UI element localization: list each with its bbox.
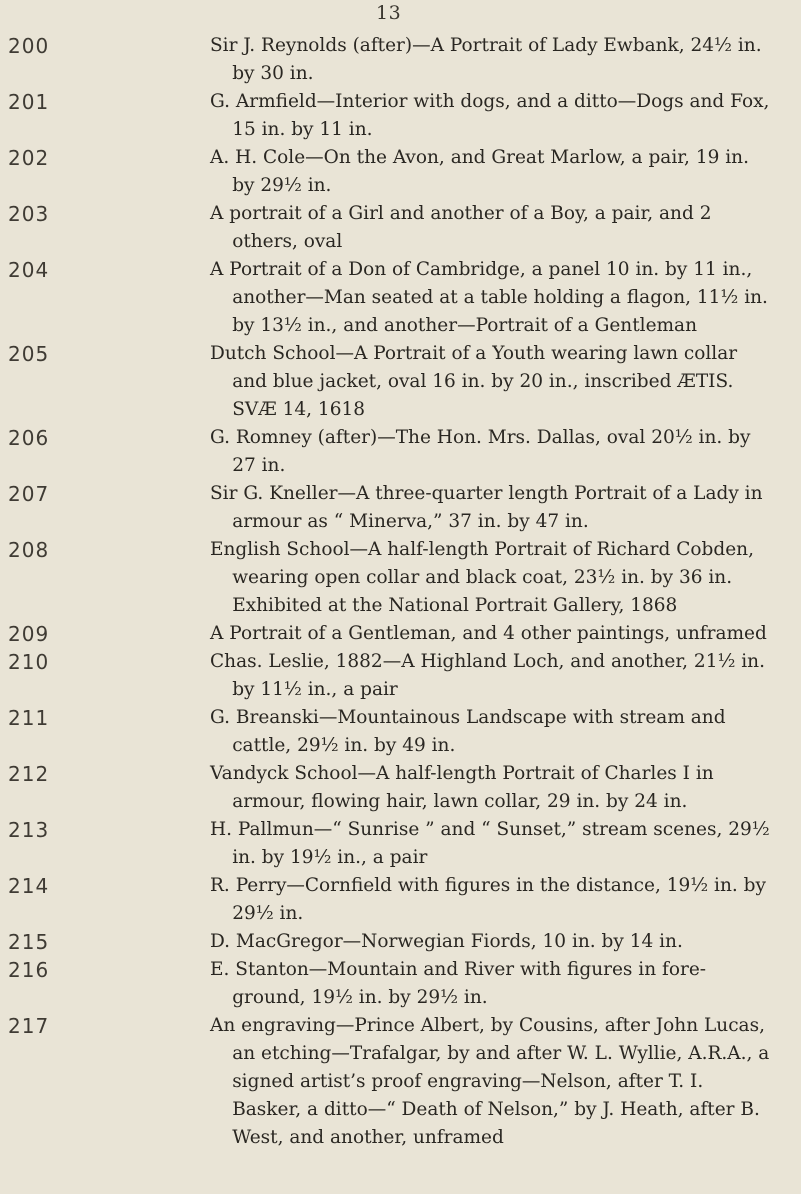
lot-description: Vandyck School—A half-length Portrait of Charles I in armour, flowing hair, lawn collar, 29 in. by 24 in. (210, 763, 714, 812)
lot-entry (0, 928, 801, 956)
lot-entry (0, 144, 801, 200)
lot-number: 203 (8, 202, 50, 226)
lot-description: Sir J. Reynolds (after)—A Portrait of Lady Ewbank, 24½ in. by 30 in. (210, 35, 762, 84)
lot-description: D. MacGregor—Norwegian Fiords, 10 in. by 14 in. (210, 931, 683, 952)
lot-entry (0, 256, 801, 340)
lot-description: English School—A half-length Portrait of Richard Cobden, wearing open collar and black coat, 23½ in. by 36 in. Exhibited at the National Portrait Gallery, 1868 (210, 539, 754, 616)
lot-number: 204 (8, 258, 50, 282)
lot-description: An engraving—Prince Albert, by Cousins, after John Lucas, an etching—Trafalgar, by and after W. L. Wyllie, A.R.A., a signed artist’s proof engraving—Nelson, after T. I. Basker, a ditto—“ Death of Nelson,” by J. Heath, after B. West, and another, unframed (210, 1015, 770, 1148)
lot-number: 201 (8, 90, 50, 114)
lot-entry (0, 648, 801, 704)
lot-description: G. Romney (after)—The Hon. Mrs. Dallas, oval 20½ in. by 27 in. (210, 427, 751, 476)
lot-entry (0, 32, 801, 88)
lot-number: 208 (8, 538, 50, 562)
lot-number: 205 (8, 342, 50, 366)
lot-description: Chas. Leslie, 1882—A Highland Loch, and another, 21½ in. by 11½ in., a pair (210, 651, 765, 700)
lot-entry (0, 200, 801, 256)
lot-entry (0, 1012, 801, 1152)
lot-description: G. Armfield—Interior with dogs, and a ditto—Dogs and Fox, 15 in. by 11 in. (210, 91, 770, 140)
lot-description: A Portrait of a Gentleman, and 4 other paintings, unframed (210, 623, 767, 644)
lot-number: 216 (8, 958, 50, 982)
lot-description: H. Pallmun—“ Sunrise ” and “ Sunset,” stream scenes, 29½ in. by 19½ in., a pair (210, 819, 770, 868)
lot-description: A Portrait of a Don of Cambridge, a panel 10 in. by 11 in., another—Man seated at a table holding a flagon, 11½ in. by 13½ in., and another—Portrait of a Gentleman (210, 259, 768, 336)
lot-entry (0, 760, 801, 816)
lot-number: 202 (8, 146, 50, 170)
lot-number: 214 (8, 874, 50, 898)
lot-entry (0, 704, 801, 760)
lot-number: 207 (8, 482, 50, 506)
lot-entry (0, 536, 801, 620)
lot-number: 206 (8, 426, 50, 450)
lot-description: A. H. Cole—On the Avon, and Great Marlow, a pair, 19 in. by 29½ in. (210, 147, 749, 196)
lot-number: 200 (8, 34, 50, 58)
lot-entry (0, 816, 801, 872)
lot-number: 215 (8, 930, 50, 954)
lot-description: E. Stanton—Mountain and River with figures in fore-ground, 19½ in. by 29½ in. (210, 959, 707, 1008)
lot-entry (0, 424, 801, 480)
lot-entry (0, 956, 801, 1012)
lot-number: 212 (8, 762, 50, 786)
lot-entry (0, 620, 801, 648)
lot-number: 210 (8, 650, 50, 674)
lot-entry (0, 872, 801, 928)
lot-number: 213 (8, 818, 50, 842)
lot-number: 217 (8, 1014, 50, 1038)
lot-number: 209 (8, 622, 50, 646)
lot-entry (0, 88, 801, 144)
lot-description: A portrait of a Girl and another of a Boy, a pair, and 2 others, oval (210, 203, 712, 252)
lot-description: G. Breanski—Mountainous Landscape with stream and cattle, 29½ in. by 49 in. (210, 707, 726, 756)
lot-entry (0, 480, 801, 536)
page-number: 13 (376, 2, 402, 24)
lot-description: R. Perry—Cornfield with figures in the distance, 19½ in. by 29½ in. (210, 875, 766, 924)
lot-description: Sir G. Kneller—A three-quarter length Portrait of a Lady in armour as “ Minerva,” 37 in. by 47 in. (210, 483, 763, 532)
lot-description: Dutch School—A Portrait of a Youth wearing lawn collar and blue jacket, oval 16 in. by 20 in., inscribed ÆTIS. SVÆ 14, 1618 (210, 343, 738, 420)
lot-list (0, 32, 801, 1152)
lot-number: 211 (8, 706, 50, 730)
lot-entry (0, 340, 801, 424)
